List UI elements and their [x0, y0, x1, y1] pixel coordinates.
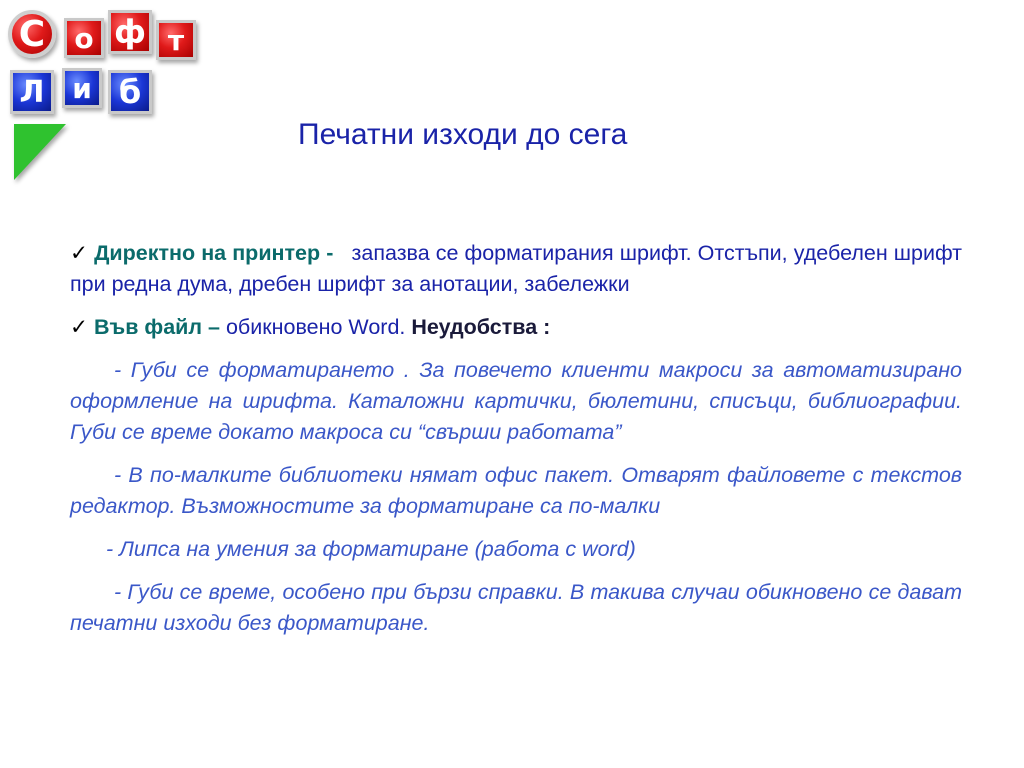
logo-letter-o: о — [64, 18, 104, 58]
bullet-text: запазва се форматирания шрифт. Отстъпи, удебелен шрифт при редна дума, дребен шрифт за анотации, забележки — [70, 241, 963, 296]
bullet-tail: : — [543, 315, 551, 339]
slide-title: Печатни изходи до сега — [298, 118, 628, 151]
logo-letter-s: С — [8, 10, 56, 58]
logo-letter-t: т — [156, 20, 196, 60]
logo-letter-i: и — [62, 68, 102, 108]
bullet-direct-printer — [70, 238, 962, 300]
softlib-logo — [0, 0, 200, 185]
logo-letter-f: ф — [108, 10, 152, 54]
checkmark-icon: ✓ — [70, 241, 89, 266]
slide-body — [70, 238, 962, 651]
logo-letter-b: б — [108, 70, 152, 114]
logo-letter-l: Л — [10, 70, 54, 114]
bullet-lead: Във файл – — [94, 315, 220, 339]
note-time-lost: - Губи се време, особено при бързи справки. В такива случаи обикновено се дават печатни изходи без форматиране. — [70, 580, 962, 635]
note-lack-of-skills: - Липса на умения за форматиране (работа с word) — [106, 537, 636, 561]
bullet-text: обикновено Word. — [225, 315, 406, 339]
checkmark-icon: ✓ — [70, 315, 89, 340]
note-formatting-lost: - Губи се форматирането . За повечето клиенти макроси за автоматизирано оформление на шрифта. Каталожни картички, бюлетини, списъци, библиографии. Губи се време докато макроса си “свърши работата” — [70, 358, 962, 444]
note-small-libraries: - В по-малките библиотеки нямат офис пакет. Отварят файловете с текстов редактор. Възможностите за форматиране са по-малки — [70, 463, 962, 518]
bullet-lead: Директно на принтер - — [94, 241, 334, 265]
bullet-emphasis: Неудобства — [411, 315, 538, 339]
green-triangle-icon — [14, 124, 66, 180]
bullet-to-file — [70, 312, 962, 343]
